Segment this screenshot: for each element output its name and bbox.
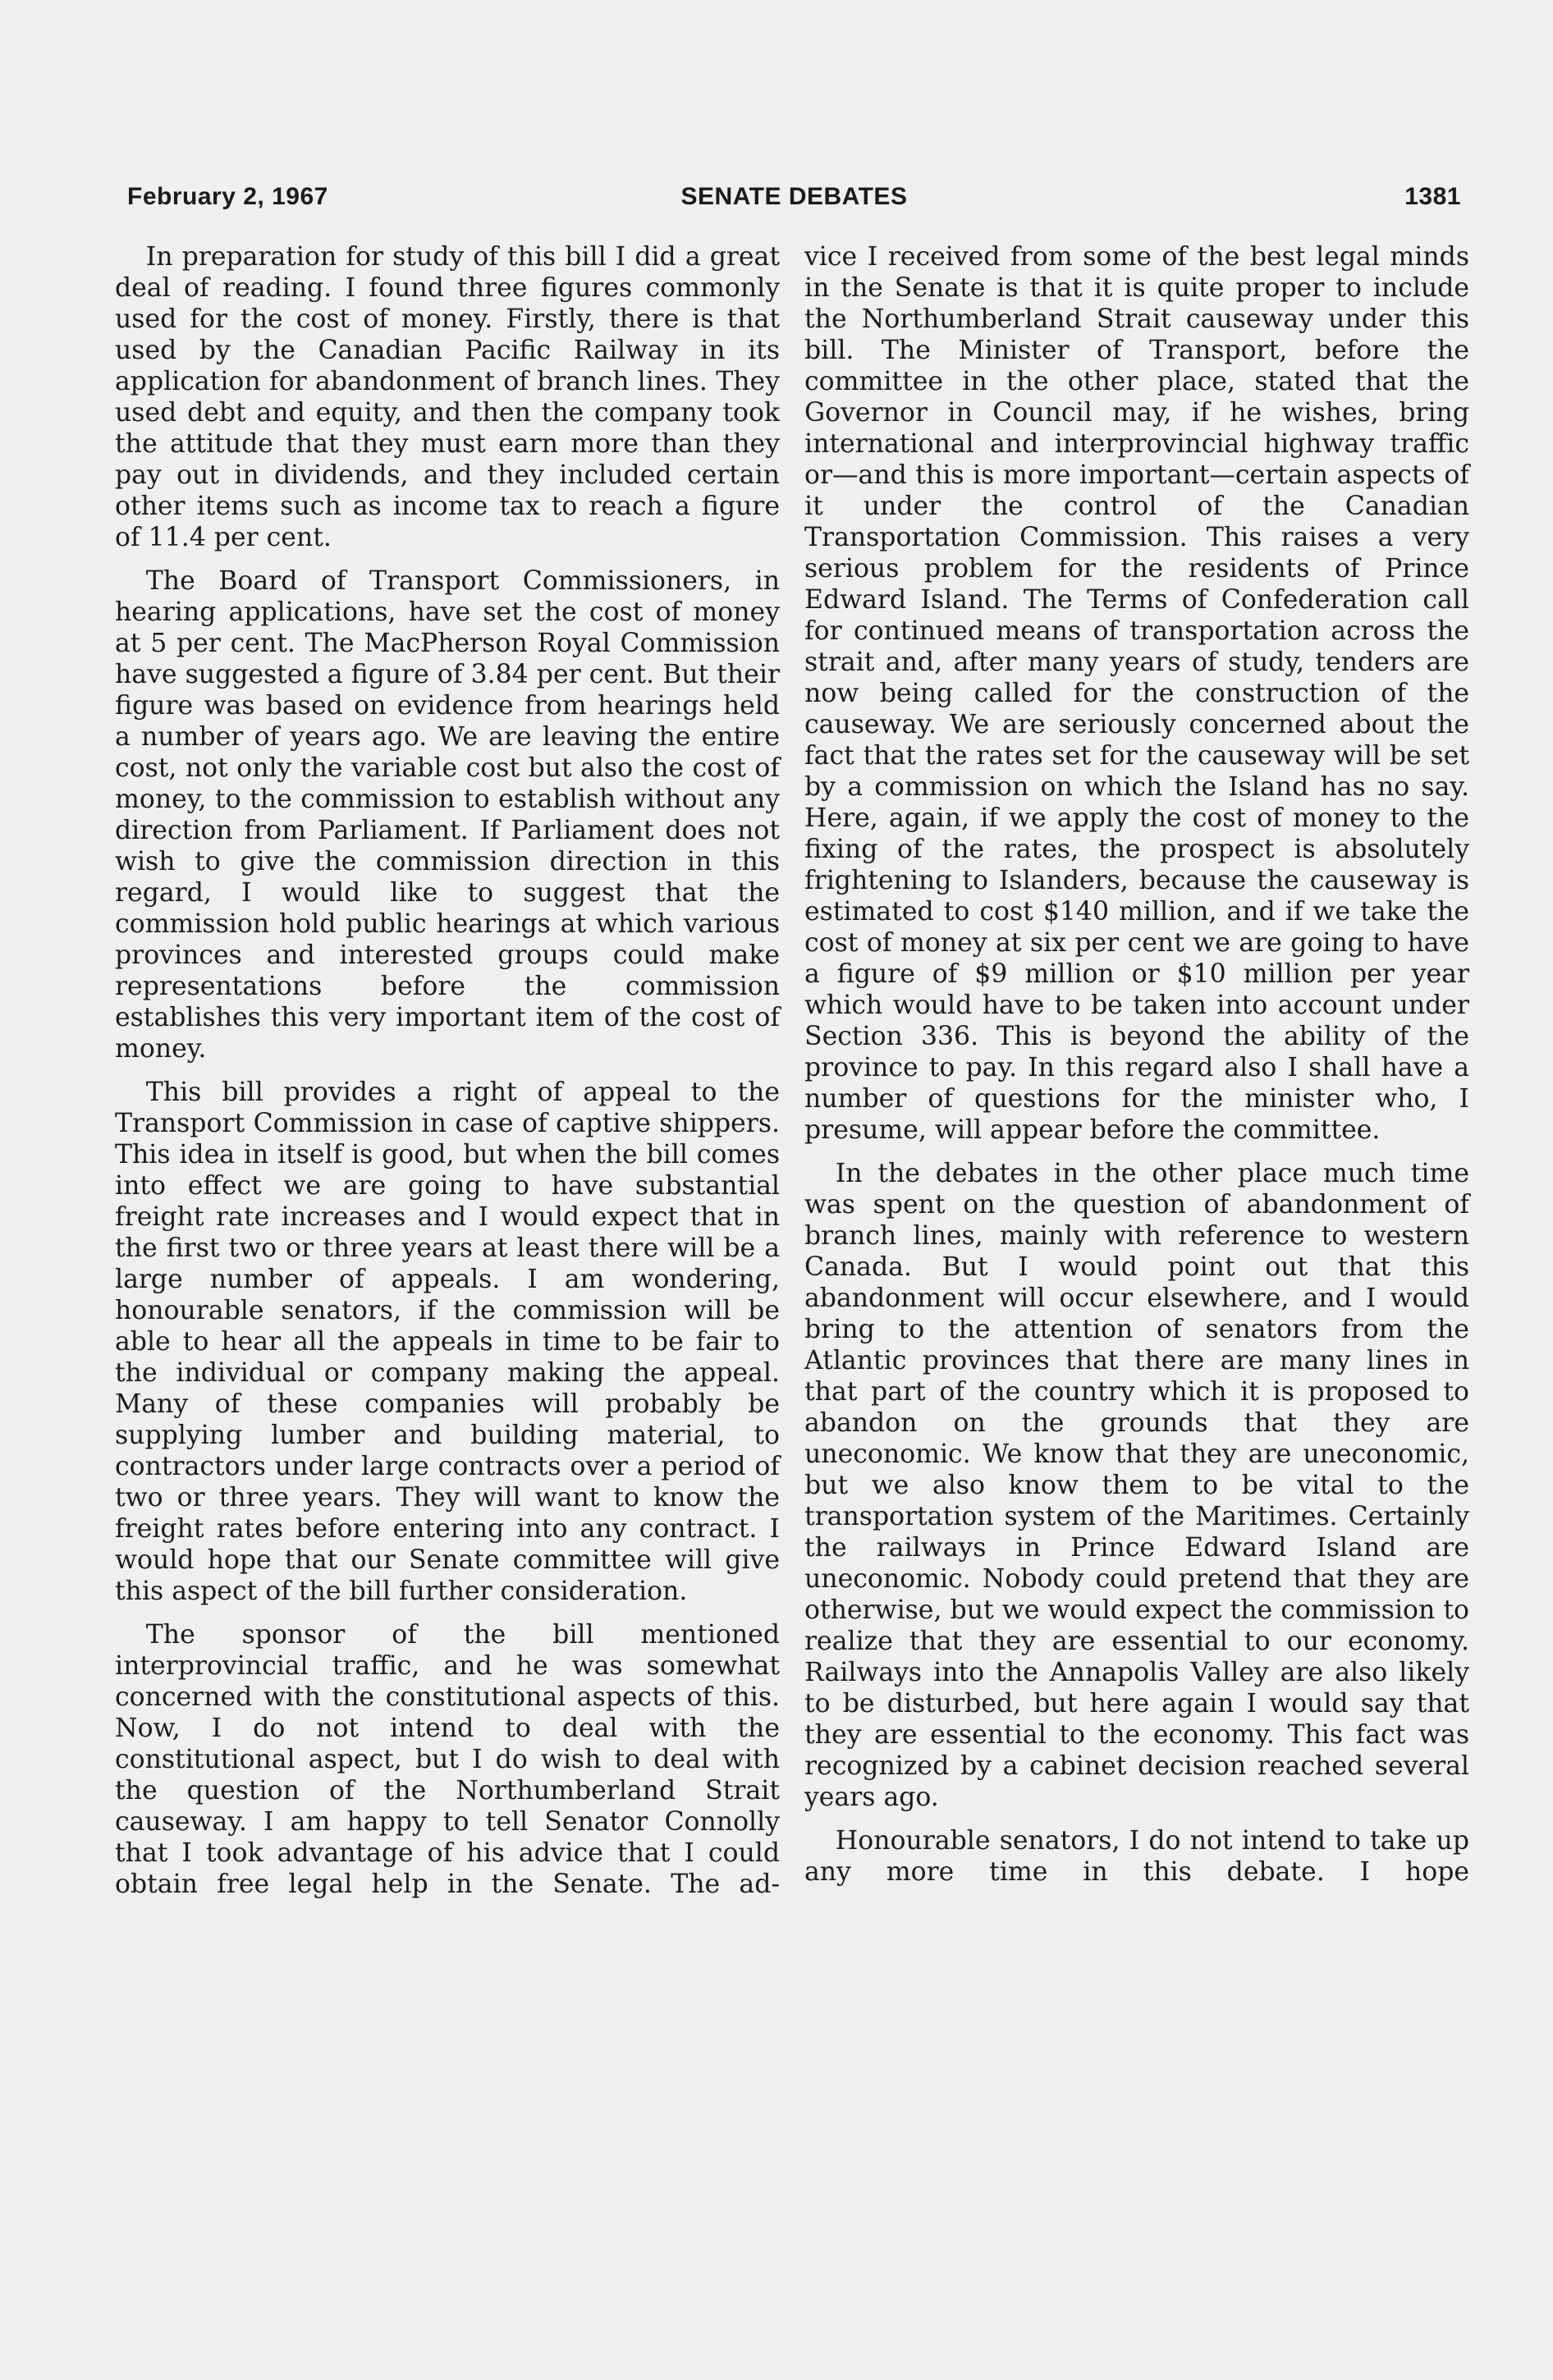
header-title: SENATE DEBATES (680, 183, 908, 210)
paragraph: The sponsor of the bill mentioned interprovincial traffic, and he was somewhat concerned with the constitutional aspects of this. Now, I do not intend to deal with the constitutional aspect, but I do wish to deal with the question of the Northumberland Strait causeway. I am happy to tell Senator Connolly that I took advantage of his advice that I could obtain free legal help in the Senate. The ad- (115, 1620, 780, 1899)
paragraph: In preparation for study of this bill I did a great deal of reading. I found three figures commonly used for the cost of money. Firstly, there is that used by the Canadian Pacific Railway in its application for abandonment of branch lines. They used debt and equity, and then the company took the attitude that they must earn more than they pay out in dividends, and they included certain other items such as income tax to reach a figure of 11.4 per cent. (115, 242, 780, 552)
header-date: February 2, 1967 (127, 183, 328, 210)
right-column (804, 241, 1469, 1888)
running-header (127, 182, 1461, 215)
paragraph-continued: vice I received from some of the best legal minds in the Senate is that it is quite proper to include the Northumberland Strait causeway under this bill. The Minister of Transport, before the committee in the other place, stated that the Governor in Council may, if he wishes, bring international and interprovincial highway traffic or—and this is more important—certain aspects of it under the control of the Canadian Transportation Commission. This raises a very serious problem for the residents of Prince Edward Island. The Terms of Confederation call for continued means of transportation across the strait and, after many years of study, tenders are now being called for the construction of the causeway. We are seriously concerned about the fact that the rates set for the causeway will be set by a commission on which the Island has no say. Here, again, if we apply the cost of money to the fixing of the rates, the prospect is absolutely frightening to Islanders, because the causeway is estimated to cost $140 million, and if we take the cost of money at six per cent we are going to have a figure of $9 million or $10 million per year which would have to be taken into account under Section 336. This is beyond the ability of the province to pay. In this regard also I shall have a number of questions for the minister who, I presume, will appear before the committee. (804, 242, 1469, 1145)
paragraph: The Board of Transport Commissioners, in hearing applications, have set the cost of money at 5 per cent. The MacPherson Royal Commission have suggested a figure of 3.84 per cent. But their figure was based on evidence from hearings held a number of years ago. We are leaving the entire cost, not only the variable cost but also the cost of money, to the commission to establish without any direction from Parliament. If Parliament does not wish to give the commission direction in this regard, I would like to suggest that the commission hold public hearings at which various provinces and interested groups could make representations before the commission establishes this very important item of the cost of money. (115, 566, 780, 1064)
left-column (115, 241, 780, 1900)
header-page-number: 1381 (1404, 183, 1461, 210)
paragraph: In the debates in the other place much time was spent on the question of abandonment of branch lines, mainly with reference to western Canada. But I would point out that this abandonment will occur elsewhere, and I would bring to the attention of senators from the Atlantic provinces that there are many lines in that part of the country which it is proposed to abandon on the grounds that they are uneconomic. We know that they are uneconomic, but we also know them to be vital to the transportation system of the Maritimes. Certainly the railways in Prince Edward Island are uneconomic. Nobody could pretend that they are otherwise, but we would expect the commission to realize that they are essential to our economy. Railways into the Annapolis Valley are also likely to be disturbed, but here again I would say that they are essential to the economy. This fact was recognized by a cabinet decision reached several years ago. (804, 1159, 1469, 1812)
paragraph: This bill provides a right of appeal to the Transport Commission in case of captive shippers. This idea in itself is good, but when the bill comes into effect we are going to have substantial freight rate increases and I would expect that in the first two or three years at least there will be a large number of appeals. I am wondering, honourable senators, if the commission will be able to hear all the appeals in time to be fair to the individual or company making the appeal. Many of these companies will probably be supplying lumber and building material, to contractors under large contracts over a period of two or three years. They will want to know the freight rates before entering into any contract. I would hope that our Senate committee will give this aspect of the bill further consideration. (115, 1078, 780, 1606)
paragraph: Honourable senators, I do not intend to take up any more time in this debate. I hope (804, 1826, 1469, 1887)
